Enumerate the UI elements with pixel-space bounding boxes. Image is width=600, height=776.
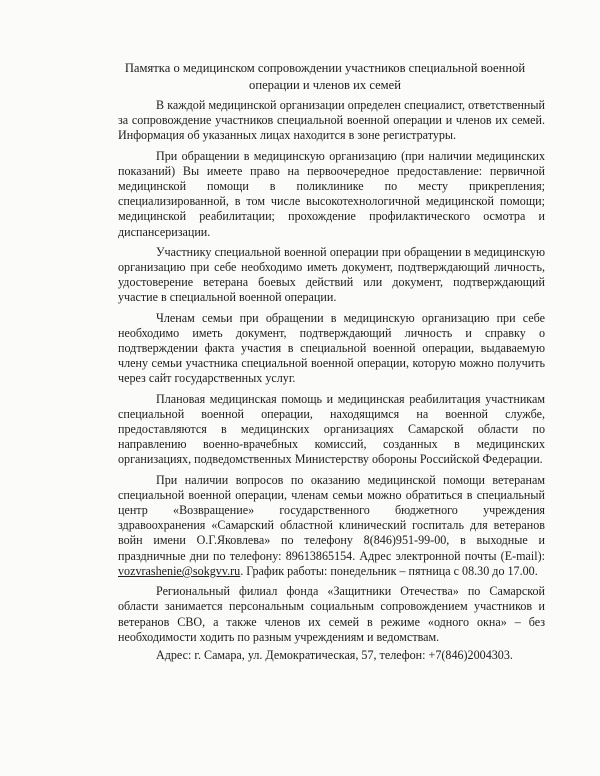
paragraph-family-documents: Членам семьи при обращении в медицинскую организацию при себе необходимо иметь документ, подтверждающий личность и справку о подтверждении факта участия в специальной военной операции, выдаваемую члену семьи участника специальной военной операции, которую можно получить через сайт государственных услуг.: [118, 310, 545, 386]
email-link[interactable]: vozvrashenie@sokgvv.ru: [118, 563, 241, 578]
paragraph-contact-center: [118, 473, 545, 579]
document-title: Памятка о медицинском сопровождении участников специальной военной операции и членов их семей: [124, 61, 526, 92]
contact-text-before: При наличии вопросов по оказанию медицинской помощи ветеранам специальной военной операции, членам семьи можно обратиться в специальный центр «Возвращение» государственного бюджетного учреждения здравоохранения «Самарский областной клинический госпиталь для ветеранов войн имени О.Г.Яковлева» по телефону 8(846)951-99-00, в выходные и праздничные дни по телефону: 89613865154. Адрес электронной почты (E-mail):: [118, 472, 545, 563]
paragraph-fund: Региональный филиал фонда «Защитники Отечества» по Самарской области занимается персональным социальным сопровождением участников и ветеранов СВО, а также членов их семей в режиме «одного окна» – без необходимости ходить по разным учреждениям и ведомствам.: [118, 584, 545, 644]
paragraph-planned-care: Плановая медицинская помощь и медицинская реабилитация участникам специальной военной операции, находящимся на военной службе, предоставляются в медицинских организациях Самарской области по направлению военно-врачебных комиссий, созданных в медицинских организациях, подведомственных Министерству обороны Российской Федерации.: [118, 391, 545, 467]
paragraph-address: Адрес: г. Самара, ул. Демократическая, 57, телефон: +7(846)2004303.: [156, 647, 513, 662]
paragraph-specialist: В каждой медицинской организации определен специалист, ответственный за сопровождение участников специальной военной операции и членов их семей. Информация об указанных лицах находится в зоне регистратуры.: [118, 98, 545, 143]
paragraph-priority-rights: При обращении в медицинскую организацию (при наличии медицинских показаний) Вы имеете право на первоочередное предоставление: первичной медицинской помощи в поликлинике по месту прикрепления; специализированной, в том числе высокотехнологичной медицинской помощи; медицинской реабилитации; прохождение профилактического осмотра и диспансеризации.: [118, 148, 545, 239]
contact-text-after: . График работы: понедельник – пятница с 08.30 до 17.00.: [240, 563, 538, 578]
document-body: [118, 98, 545, 668]
paragraph-participant-documents: Участнику специальной военной операции при обращении в медицинскую организацию при себе необходимо иметь документ, подтверждающий личность, удостоверение ветерана боевых действий или документ, подтверждающий участие в специальной военной операции.: [118, 244, 545, 305]
